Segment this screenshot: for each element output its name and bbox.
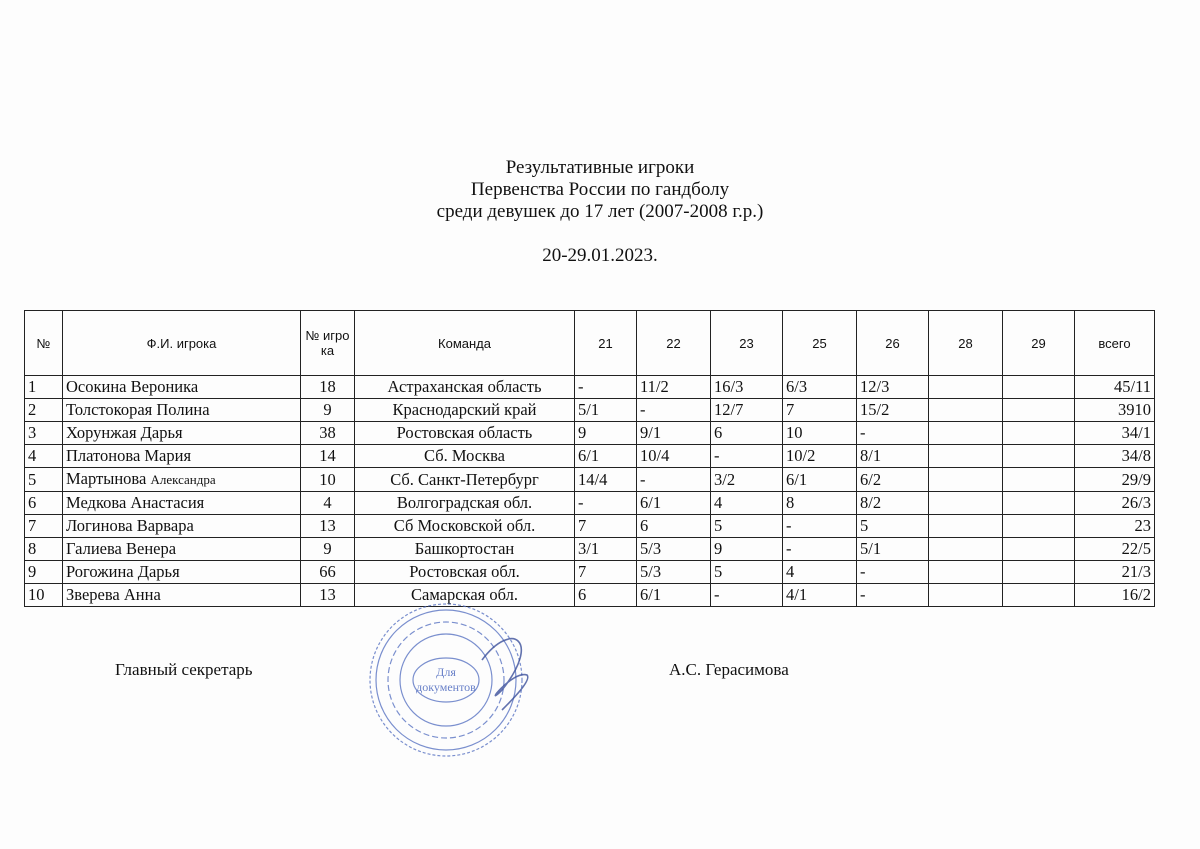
document-header (0, 157, 1200, 267)
score-cell (1003, 422, 1075, 445)
player-name (63, 445, 301, 468)
header-day: 23 (711, 311, 783, 376)
team-name: Башкортостан (355, 538, 575, 561)
score-cell: - (575, 376, 637, 399)
score-cell (1003, 376, 1075, 399)
score-cell: 4 (783, 561, 857, 584)
player-number: 13 (301, 515, 355, 538)
score-cell: 6 (711, 422, 783, 445)
team-name: Сб. Санкт-Петербург (355, 468, 575, 492)
player-name-extra: Александра (150, 472, 216, 487)
score-cell: 5 (857, 515, 929, 538)
player-name (63, 422, 301, 445)
score-cell: - (637, 468, 711, 492)
player-name (63, 538, 301, 561)
score-cell (1003, 584, 1075, 607)
score-cell: 5 (711, 561, 783, 584)
score-cell: 8/2 (857, 492, 929, 515)
score-cell (1003, 538, 1075, 561)
score-cell: 8 (783, 492, 857, 515)
score-cell (1003, 561, 1075, 584)
player-name (63, 468, 301, 492)
total-cell: 16/2 (1075, 584, 1155, 607)
stamp-text: документов (416, 680, 476, 694)
player-number: 9 (301, 538, 355, 561)
player-name-text: Мартынова (66, 469, 147, 488)
score-cell: 9 (575, 422, 637, 445)
score-cell (1003, 445, 1075, 468)
table-row (25, 422, 1155, 445)
header-day: 25 (783, 311, 857, 376)
score-cell: - (857, 584, 929, 607)
score-cell: 5/3 (637, 538, 711, 561)
team-name: Самарская обл. (355, 584, 575, 607)
score-cell: - (575, 492, 637, 515)
score-cell: 7 (575, 561, 637, 584)
row-index: 10 (25, 584, 63, 607)
score-cell: 5/1 (575, 399, 637, 422)
score-cell (929, 515, 1003, 538)
score-cell: 8/1 (857, 445, 929, 468)
score-cell (929, 376, 1003, 399)
player-name-text: Осокина Вероника (66, 377, 199, 396)
player-number: 13 (301, 584, 355, 607)
score-cell: - (857, 422, 929, 445)
title-line: Результативные игроки (505, 157, 695, 178)
header-day: 29 (1003, 311, 1075, 376)
row-index: 5 (25, 468, 63, 492)
score-cell: - (857, 561, 929, 584)
team-name: Ростовская обл. (355, 561, 575, 584)
header-day: 28 (929, 311, 1003, 376)
score-cell: 6 (637, 515, 711, 538)
score-cell: 6 (575, 584, 637, 607)
team-name: Волгоградская обл. (355, 492, 575, 515)
score-cell: 16/3 (711, 376, 783, 399)
signatory-name: А.С. Герасимова (669, 660, 789, 679)
score-cell (929, 422, 1003, 445)
player-name (63, 584, 301, 607)
event-dates: 20-29.01.2023. (542, 245, 658, 266)
score-cell: - (783, 515, 857, 538)
score-cell: 11/2 (637, 376, 711, 399)
header-row (25, 311, 1155, 376)
player-name (63, 399, 301, 422)
score-cell (929, 538, 1003, 561)
title-line: Первенства России по гандболу (470, 179, 730, 200)
score-cell: 3/1 (575, 538, 637, 561)
player-number: 18 (301, 376, 355, 399)
signature (482, 639, 528, 710)
header-name: Ф.И. игрока (63, 311, 301, 376)
header-day: 26 (857, 311, 929, 376)
score-cell: 7 (783, 399, 857, 422)
score-cell (929, 492, 1003, 515)
table-row (25, 538, 1155, 561)
player-name-text: Платонова Мария (66, 446, 192, 465)
header-total: всего (1075, 311, 1155, 376)
team-name: Сб. Москва (355, 445, 575, 468)
score-cell: 7 (575, 515, 637, 538)
score-cell: 3/2 (711, 468, 783, 492)
table-row (25, 445, 1155, 468)
row-index: 6 (25, 492, 63, 515)
row-index: 3 (25, 422, 63, 445)
score-cell: 6/1 (575, 445, 637, 468)
secretary-title: Главный секретарь (115, 660, 253, 679)
player-name-text: Зверева Анна (66, 585, 161, 604)
team-name: Сб Московской обл. (355, 515, 575, 538)
player-name-text: Медкова Анастасия (66, 493, 205, 512)
score-cell (1003, 399, 1075, 422)
player-name-text: Хорунжая Дарья (66, 423, 183, 442)
team-name: Ростовская область (355, 422, 575, 445)
player-name (63, 561, 301, 584)
player-number: 9 (301, 399, 355, 422)
player-name-text: Толстокорая Полина (66, 400, 210, 419)
score-cell: - (783, 538, 857, 561)
score-cell: 5/1 (857, 538, 929, 561)
score-cell: 6/1 (637, 584, 711, 607)
score-cell (1003, 515, 1075, 538)
organization-stamp (362, 600, 530, 760)
score-cell: 14/4 (575, 468, 637, 492)
row-index: 2 (25, 399, 63, 422)
row-index: 4 (25, 445, 63, 468)
header-index: № (25, 311, 63, 376)
team-name: Краснодарский край (355, 399, 575, 422)
player-name (63, 492, 301, 515)
table-row (25, 399, 1155, 422)
score-cell: 12/7 (711, 399, 783, 422)
score-cell: - (711, 445, 783, 468)
player-number: 38 (301, 422, 355, 445)
total-cell: 45/11 (1075, 376, 1155, 399)
total-cell: 21/3 (1075, 561, 1155, 584)
score-cell (1003, 492, 1075, 515)
score-cell (929, 445, 1003, 468)
header-day: 22 (637, 311, 711, 376)
score-cell: 10 (783, 422, 857, 445)
header-player-no: № игрока (301, 311, 355, 376)
player-name-text: Логинова Варвара (66, 516, 194, 535)
results-table (24, 310, 1155, 607)
title-line: среди девушек до 17 лет (2007-2008 г.р.) (436, 201, 764, 222)
score-cell: - (711, 584, 783, 607)
score-cell: 10/2 (783, 445, 857, 468)
score-cell (1003, 468, 1075, 492)
score-cell (929, 561, 1003, 584)
player-number: 14 (301, 445, 355, 468)
row-index: 8 (25, 538, 63, 561)
score-cell: 5 (711, 515, 783, 538)
player-number: 10 (301, 468, 355, 492)
total-cell: 29/9 (1075, 468, 1155, 492)
total-cell: 34/8 (1075, 445, 1155, 468)
score-cell: 15/2 (857, 399, 929, 422)
total-cell: 22/5 (1075, 538, 1155, 561)
table-row (25, 561, 1155, 584)
row-index: 1 (25, 376, 63, 399)
table-row (25, 515, 1155, 538)
total-cell: 26/3 (1075, 492, 1155, 515)
score-cell (929, 584, 1003, 607)
total-cell: 23 (1075, 515, 1155, 538)
table-row (25, 492, 1155, 515)
score-cell: 10/4 (637, 445, 711, 468)
score-cell: 6/3 (783, 376, 857, 399)
total-cell: 34/1 (1075, 422, 1155, 445)
score-cell: 9 (711, 538, 783, 561)
player-number: 4 (301, 492, 355, 515)
player-name (63, 515, 301, 538)
player-name (63, 376, 301, 399)
total-cell: 3910 (1075, 399, 1155, 422)
score-cell: 6/1 (783, 468, 857, 492)
score-cell: 5/3 (637, 561, 711, 584)
header-day: 21 (575, 311, 637, 376)
row-index: 7 (25, 515, 63, 538)
row-index: 9 (25, 561, 63, 584)
score-cell (929, 468, 1003, 492)
score-cell (929, 399, 1003, 422)
table-row (25, 376, 1155, 399)
score-cell: 4 (711, 492, 783, 515)
player-name-text: Галиева Венера (66, 539, 177, 558)
stamp-text: Для (436, 665, 456, 679)
header-team: Команда (355, 311, 575, 376)
player-number: 66 (301, 561, 355, 584)
score-cell: 6/1 (637, 492, 711, 515)
score-cell: - (637, 399, 711, 422)
team-name: Астраханская область (355, 376, 575, 399)
player-name-text: Рогожина Дарья (66, 562, 180, 581)
score-cell: 12/3 (857, 376, 929, 399)
score-cell: 9/1 (637, 422, 711, 445)
score-cell: 4/1 (783, 584, 857, 607)
table-row (25, 468, 1155, 492)
score-cell: 6/2 (857, 468, 929, 492)
table-row (25, 584, 1155, 607)
